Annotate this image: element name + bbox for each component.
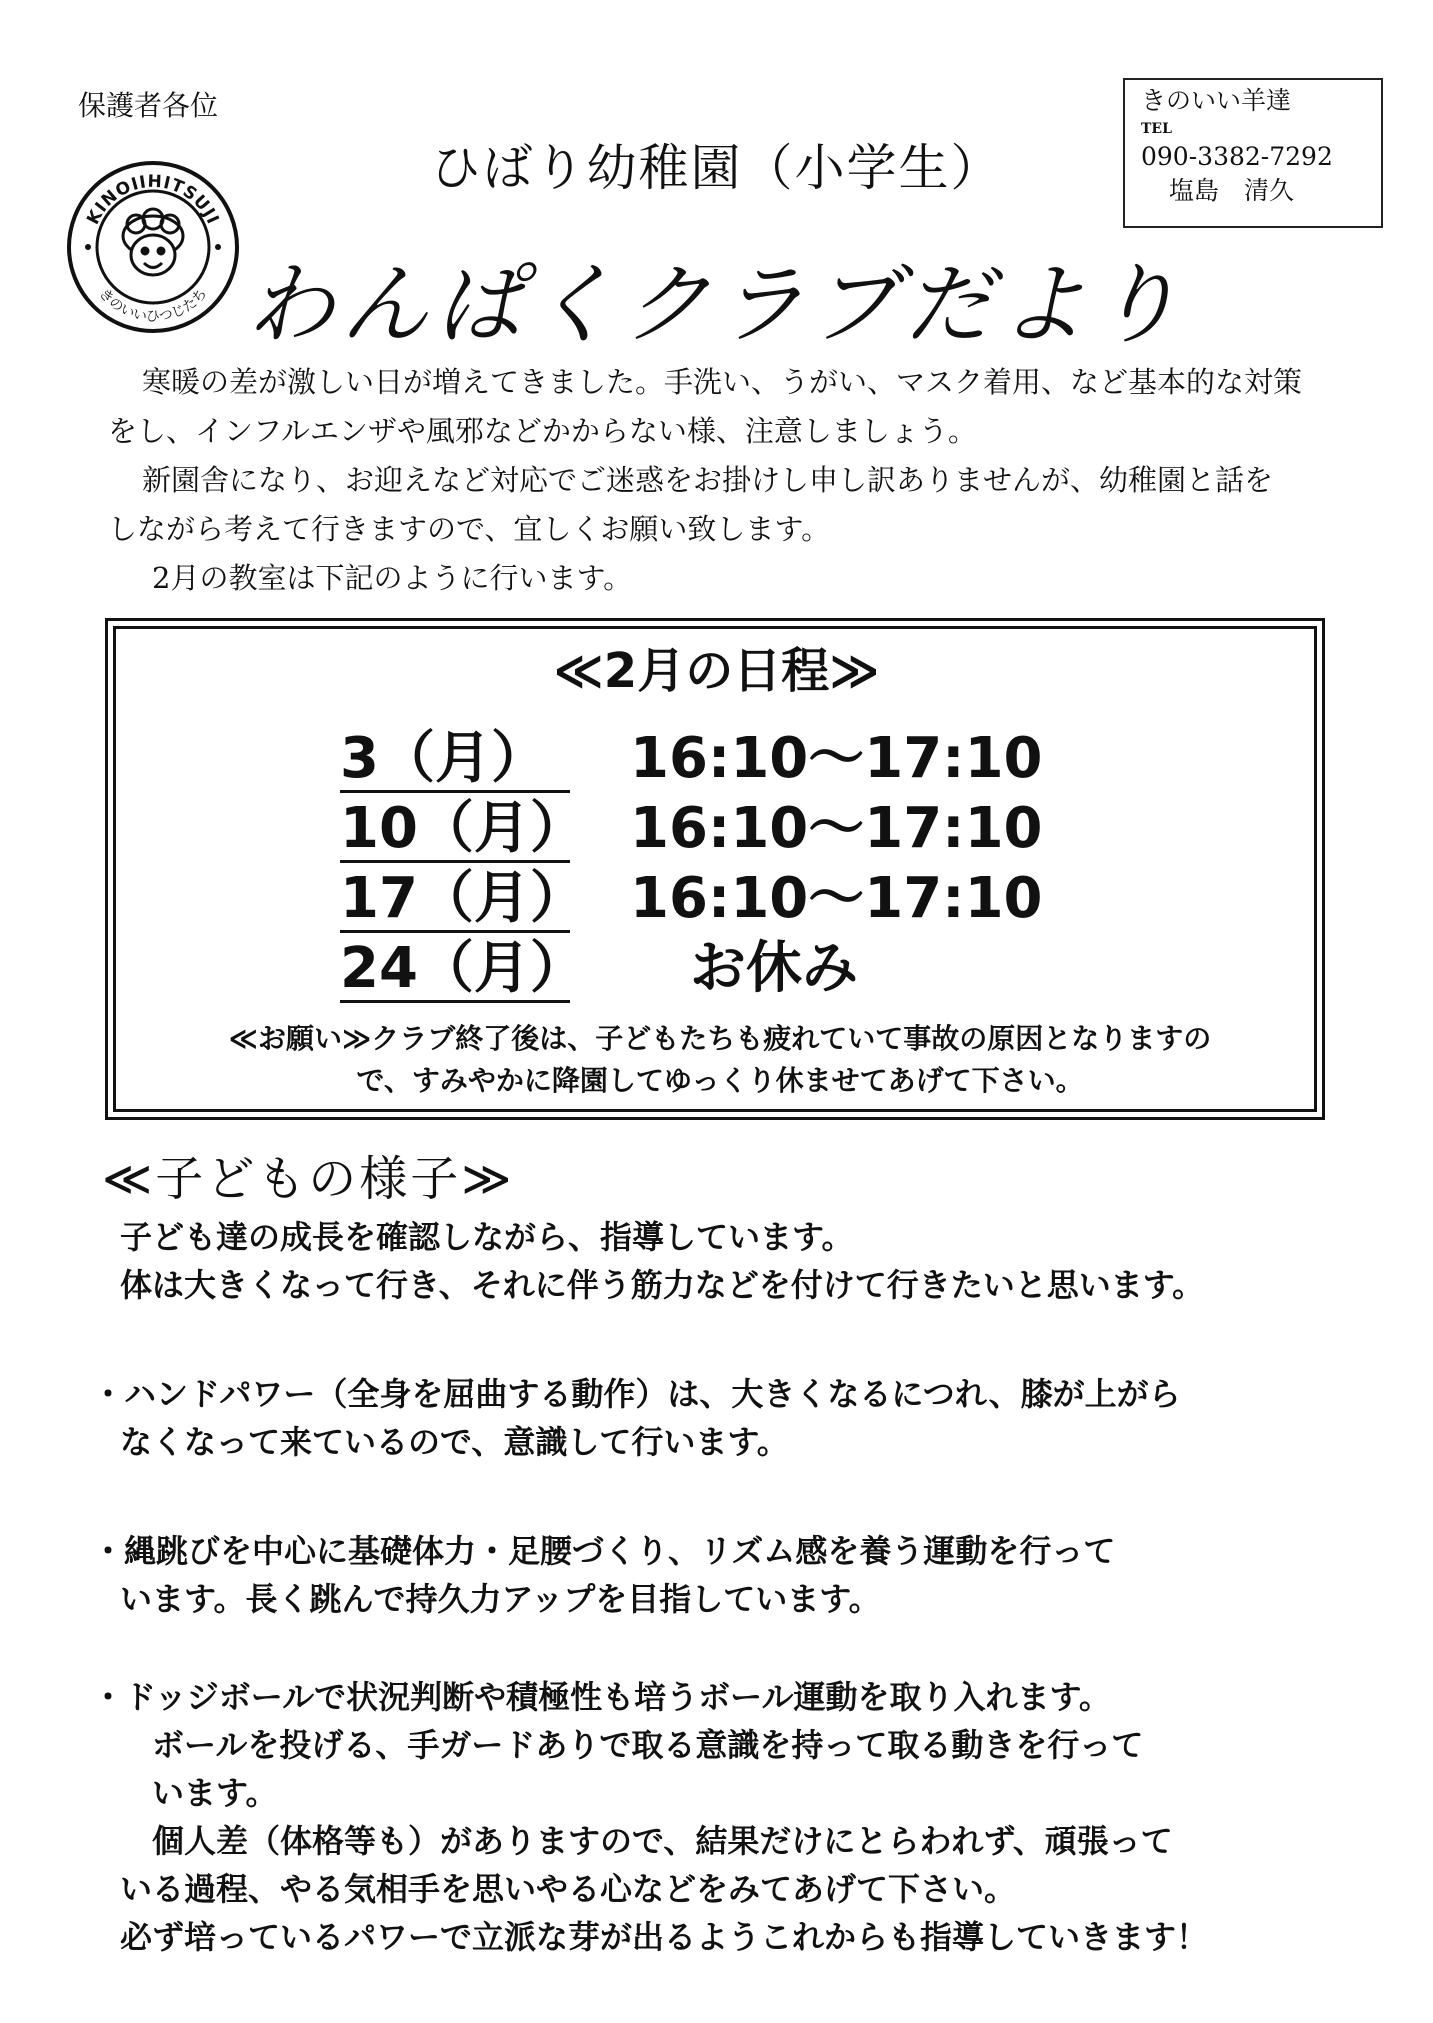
- schedule-time: 16:10～17:10: [630, 796, 1043, 861]
- bullet-line: なくなって来ているので、意識して行います。: [120, 1423, 789, 1461]
- contact-box: [1123, 78, 1383, 228]
- schedule-date: 24（月）: [340, 936, 586, 1001]
- bullet-line: いる過程、やる気相手を思いやる心などをみてあげて下さい。: [120, 1870, 1017, 1908]
- rope-item: [92, 1527, 1115, 1623]
- schedule-time: 16:10～17:10: [630, 726, 1043, 791]
- school-name: ひばり幼稚園（小学生）: [430, 139, 1003, 197]
- bullet-line: 必ず培っているパワーで立派な芽が出るようこれからも指導していきます！: [120, 1918, 1209, 1956]
- contact-representative: 塩島 清久: [1169, 176, 1295, 205]
- note-line: ≪お願い≫クラブ終了後は、子どもたちも疲れていて事故の原因となりますの: [228, 1022, 1212, 1055]
- lead-line: 子ども達の成長を確認しながら、指導しています。: [120, 1218, 854, 1256]
- children-lead: [120, 1213, 1204, 1309]
- dodgeball-item: [92, 1673, 1208, 1961]
- intro-line: をし、インフルエンザや風邪などかからない様、注意しましょう。: [108, 414, 977, 448]
- schedule-time: お休み: [690, 936, 858, 1001]
- bullet-line: います。: [152, 1774, 278, 1812]
- newsletter-title: わんぱくクラブだより: [246, 253, 1187, 356]
- contact-org: きのいい羊達: [1141, 86, 1292, 115]
- note-line: で、すみやかに降園してゆっくり休ませてあげて下さい。: [356, 1064, 1084, 1097]
- intro-line: しながら考えて行きますので、宜しくお願い致します。: [108, 512, 831, 546]
- bullet-line: います。長く跳んで持久力アップを目指しています。: [120, 1580, 881, 1618]
- bullet-line: ・縄跳びを中心に基礎体力・足腰づくり、リズム感を養う運動を行って: [92, 1532, 1116, 1570]
- schedule-date: 10（月）: [340, 796, 586, 861]
- schedule-title: ≪2月の日程≫: [553, 643, 880, 699]
- tel-label: TEL: [1141, 121, 1172, 137]
- schedule-date: 3（月）: [340, 728, 570, 793]
- schedule-note: [130, 1018, 1310, 1102]
- schedule-time: 16:10～17:10: [630, 866, 1043, 931]
- children-section-title: ≪子どもの様子≫: [102, 1151, 515, 1207]
- lead-line: 体は大きくなって行き、それに伴う筋力などを付けて行きたいと思います。: [120, 1266, 1205, 1304]
- bullet-line: ・ドッジボールで状況判断や積極性も培うボール運動を取り入れます。: [92, 1678, 1111, 1716]
- intro-line: 新園舎になり、お迎えなど対応でご迷惑をお掛けし申し訳ありませんが、幼稚園と話を: [142, 463, 1274, 497]
- hand-power-item: [92, 1370, 1181, 1466]
- addressee: 保護者各位: [78, 89, 219, 122]
- logo-ring-bottom: きのいいひつじたち: [95, 285, 211, 325]
- schedule-date: 17（月）: [340, 866, 586, 931]
- bullet-line: ・ハンドパワー（全身を屈曲する動作）は、大きくなるにつれ、膝が上がら: [92, 1375, 1181, 1413]
- logo-ring-top: KINOIIHITSUJI: [83, 171, 223, 228]
- contact-phone: 090-3382-7292: [1141, 142, 1333, 171]
- intro-line: 寒暖の差が激しい日が増えてきました。手洗い、うがい、マスク着用、など基本的な対策: [142, 365, 1303, 399]
- bullet-line: ボールを投げる、手ガードありで取る意識を持って取る動きを行って: [152, 1726, 1144, 1764]
- bullet-line: 個人差（体格等も）がありますので、結果だけにとらわれず、頑張って: [152, 1822, 1173, 1860]
- intro-line: 2月の教室は下記のように行います。: [152, 561, 633, 595]
- intro-text: [108, 358, 1372, 603]
